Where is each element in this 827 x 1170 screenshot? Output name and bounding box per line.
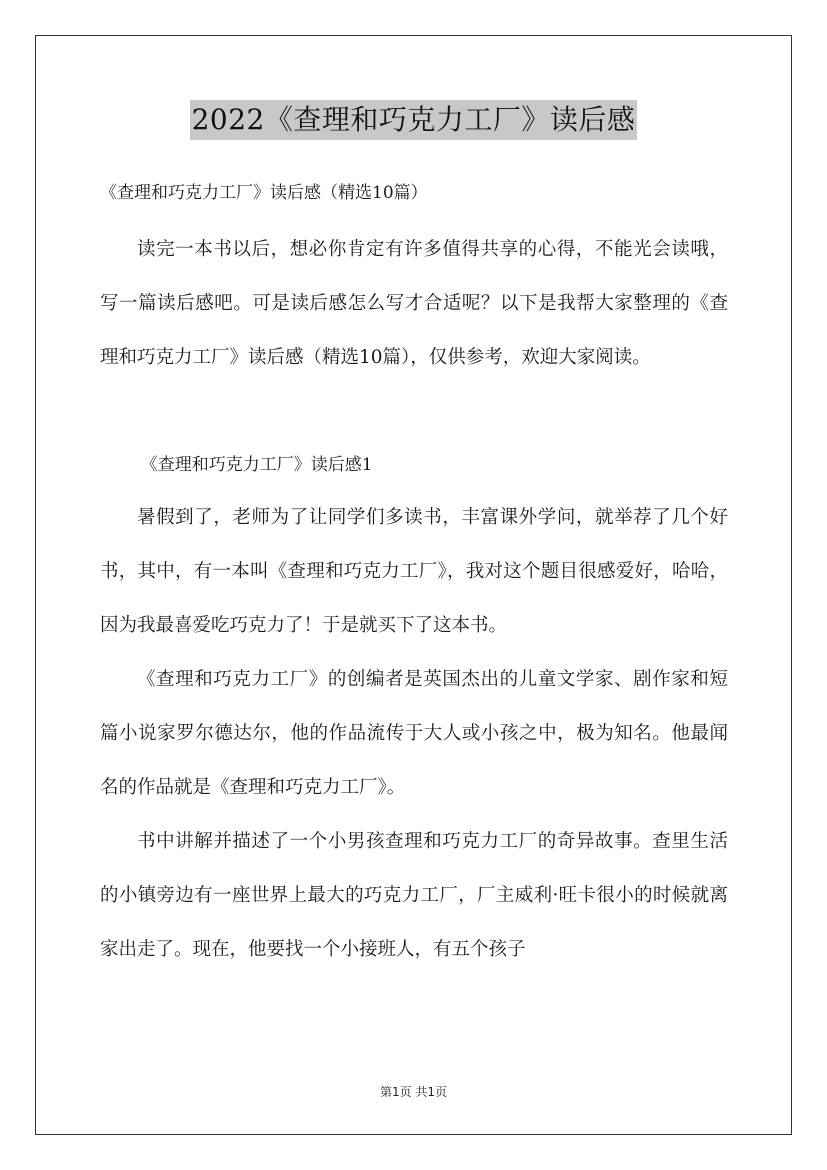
intro-paragraph: 读完一本书以后，想必你肯定有许多值得共享的心得，不能光会读哦，写一篇读后感吧。可是读后感怎么写才合适呢？以下是我帮大家整理的《查理和巧克力工厂》读后感（精选10篇），仅供参考，欢迎大家阅读。 bbox=[100, 239, 728, 368]
body-paragraph: 《查理和巧克力工厂》的创编者是英国杰出的儿童文学家、剧作家和短篇小说家罗尔德达尔，他的作品流传于大人或小孩之中，极为知名。他最闻名的作品就是《查理和巧克力工厂》。 bbox=[100, 669, 728, 798]
document-subtitle: 《查理和巧克力工厂》读后感（精选10篇） bbox=[100, 183, 428, 203]
title-container bbox=[0, 100, 827, 140]
body-paragraph: 暑假到了，老师为了让同学们多读书，丰富课外学问，就举荐了几个好书，其中，有一本叫《查理和巧克力工厂》，我对这个题目很感爱好，哈哈，因为我最喜爱吃巧克力了！于是就买下了这本书。 bbox=[100, 507, 728, 636]
body-paragraph: 书中讲解并描述了一个小男孩查理和巧克力工厂的奇异故事。查里生活的小镇旁边有一座世界上最大的巧克力工厂，厂主威利·旺卡很小的时候就离家出走了。现在，他要找一个小接班人，有五个孩子 bbox=[100, 831, 728, 960]
page-footer: 第1页 共1页 bbox=[379, 1085, 448, 1099]
document-title: 2022《查理和巧克力工厂》读后感 bbox=[190, 100, 638, 140]
document-body bbox=[100, 175, 728, 977]
section-heading: 《查理和巧克力工厂》读后感1 bbox=[140, 455, 373, 475]
